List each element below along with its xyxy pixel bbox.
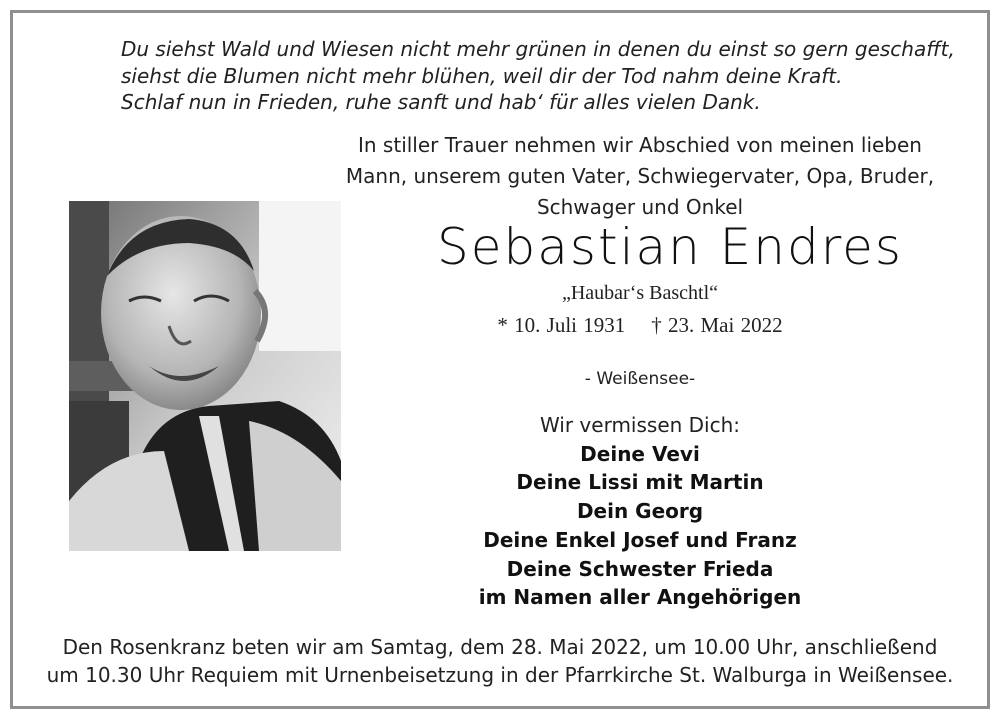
poem-line: siehst die Blumen nicht mehr blühen, weil dir der Tod nahm deine Kraft. — [121, 63, 843, 88]
poem-line: Du siehst Wald und Wiesen nicht mehr grünen in denen du einst so gern geschafft, — [121, 37, 955, 61]
mourner-name: Deine Vevi — [580, 441, 700, 466]
death-date: † 23. Mai 2022 — [651, 313, 783, 337]
mourner-name: Deine Schwester Frieda — [506, 556, 774, 581]
intro-line: Mann, unserem guten Vater, Schwiegervater, Opa, Bruder, — [345, 164, 935, 188]
intro-text — [330, 130, 950, 223]
birth-date: * 10. Juli 1931 — [497, 313, 626, 337]
poem-line: Schlaf nun in Frieden, ruhe sanft und hab‘ für alles vielen Dank. — [121, 90, 761, 114]
portrait-photo — [69, 201, 341, 551]
hometown: - Weißensee- — [584, 369, 696, 389]
mourner-name: Deine Lissi mit Martin — [516, 470, 764, 495]
mourner-name: Dein Georg — [576, 499, 704, 524]
deceased-nickname: „Haubar‘s Baschtl“ — [561, 282, 719, 304]
mourner-name: im Namen aller Angehörigen — [478, 585, 802, 610]
service-details — [0, 633, 1000, 689]
intro-line: Schwager und Onkel — [536, 195, 744, 219]
intro-line: In stiller Trauer nehmen wir Abschied von meinen lieben — [358, 133, 922, 157]
deceased-name: Sebastian Endres — [437, 218, 903, 276]
footer-line: um 10.30 Uhr Requiem mit Urnenbeisetzung in der Pfarrkirche St. Walburga in Weißensee. — [46, 663, 954, 687]
life-dates — [330, 313, 950, 338]
mourners-heading: Wir vermissen Dich: — [539, 413, 741, 437]
mourner-name: Deine Enkel Josef und Franz — [483, 527, 797, 552]
memorial-poem — [121, 36, 955, 116]
footer-line: Den Rosenkranz beten wir am Samtag, dem 28. Mai 2022, um 10.00 Uhr, anschließend — [62, 635, 938, 659]
mourners-block — [330, 411, 950, 612]
